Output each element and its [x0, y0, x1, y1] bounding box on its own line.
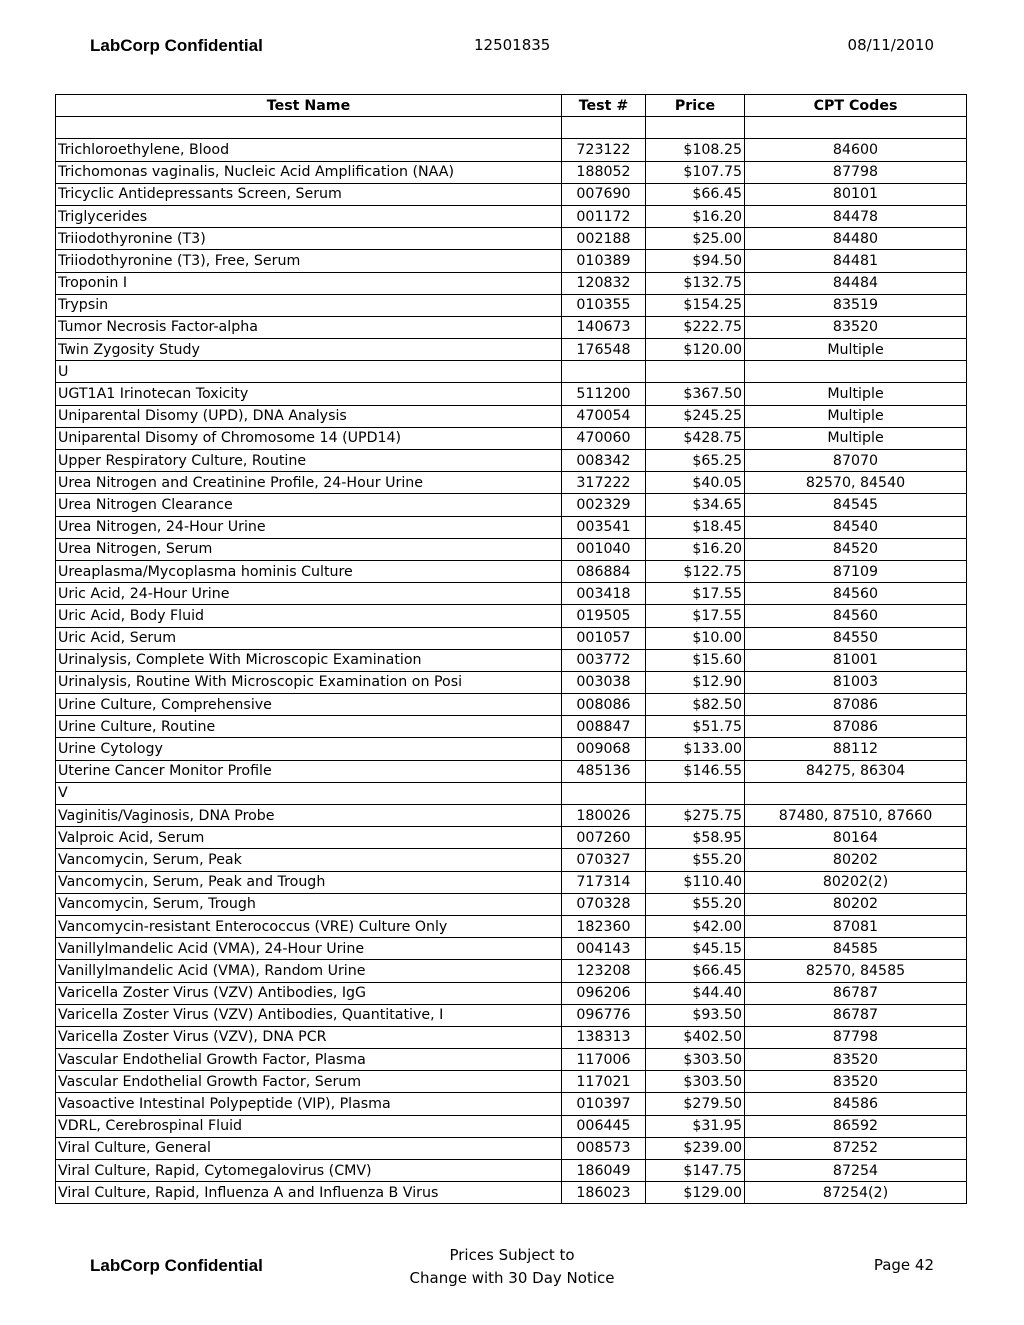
- table-row: [56, 139, 967, 161]
- test-number-cell: 006445: [562, 1115, 646, 1137]
- test-name-cell: Viral Culture, General: [56, 1137, 562, 1159]
- test-number-cell: 007260: [562, 827, 646, 849]
- cpt-codes-cell: 83520: [745, 316, 967, 338]
- table-row: [56, 250, 967, 272]
- test-name-cell: Vancomycin, Serum, Peak: [56, 849, 562, 871]
- price-cell: $55.20: [646, 893, 745, 915]
- footer-notice: [400, 1244, 624, 1290]
- footer-page-number: Page 42: [873, 1256, 934, 1274]
- table-row: [56, 982, 967, 1004]
- test-name-cell: Vanillylmandelic Acid (VMA), 24-Hour Urine: [56, 938, 562, 960]
- price-cell: $44.40: [646, 982, 745, 1004]
- test-name-cell: Uric Acid, 24-Hour Urine: [56, 583, 562, 605]
- cpt-codes-cell: 84478: [745, 205, 967, 227]
- test-name-cell: Urea Nitrogen, Serum: [56, 538, 562, 560]
- test-number-cell: 120832: [562, 272, 646, 294]
- table-row: [56, 1071, 967, 1093]
- price-cell: $222.75: [646, 316, 745, 338]
- test-name-cell: Valproic Acid, Serum: [56, 827, 562, 849]
- test-number-cell: 180026: [562, 805, 646, 827]
- table-row: [56, 649, 967, 671]
- cpt-codes-cell: 84481: [745, 250, 967, 272]
- header-date: 08/11/2010: [847, 36, 934, 54]
- table-row: [56, 627, 967, 649]
- test-name-cell: Vancomycin, Serum, Trough: [56, 893, 562, 915]
- test-name-cell: Ureaplasma/Mycoplasma hominis Culture: [56, 560, 562, 582]
- test-number-cell: 008847: [562, 716, 646, 738]
- price-cell: $82.50: [646, 694, 745, 716]
- price-cell: [646, 361, 745, 383]
- test-name-cell: Upper Respiratory Culture, Routine: [56, 450, 562, 472]
- table-row: [56, 716, 967, 738]
- test-number-cell: 176548: [562, 339, 646, 361]
- table-row: [56, 694, 967, 716]
- cpt-codes-cell: 82570, 84585: [745, 960, 967, 982]
- footer-notice-line-1: Prices Subject to: [449, 1246, 575, 1264]
- table-row: [56, 538, 967, 560]
- price-cell: $402.50: [646, 1026, 745, 1048]
- cpt-codes-cell: 87081: [745, 915, 967, 937]
- price-cell: $65.25: [646, 450, 745, 472]
- price-cell: $66.45: [646, 183, 745, 205]
- test-name-cell: Urinalysis, Routine With Microscopic Examination on Posi: [56, 671, 562, 693]
- price-cell: $16.20: [646, 538, 745, 560]
- test-number-cell: 096776: [562, 1004, 646, 1026]
- test-name-cell: Troponin I: [56, 272, 562, 294]
- table-row: [56, 938, 967, 960]
- test-number-cell: 010397: [562, 1093, 646, 1115]
- test-number-cell: 001172: [562, 205, 646, 227]
- table-row: [56, 915, 967, 937]
- price-cell: $55.20: [646, 849, 745, 871]
- cpt-codes-cell: 83519: [745, 294, 967, 316]
- table-row: [56, 205, 967, 227]
- test-number-cell: 186023: [562, 1182, 646, 1204]
- column-header-test-name: Test Name: [56, 95, 562, 117]
- table-row: [56, 472, 967, 494]
- table-row: [56, 228, 967, 250]
- test-number-cell: 001040: [562, 538, 646, 560]
- table-row: [56, 516, 967, 538]
- cpt-codes-cell: Multiple: [745, 405, 967, 427]
- cpt-codes-cell: Multiple: [745, 427, 967, 449]
- price-cell: $31.95: [646, 1115, 745, 1137]
- price-cell: $66.45: [646, 960, 745, 982]
- cpt-codes-cell: Multiple: [745, 383, 967, 405]
- test-name-cell: U: [56, 361, 562, 383]
- table-row: [56, 361, 967, 383]
- test-name-cell: Uric Acid, Body Fluid: [56, 605, 562, 627]
- price-cell: $93.50: [646, 1004, 745, 1026]
- price-cell: $367.50: [646, 383, 745, 405]
- table-row: [56, 893, 967, 915]
- price-cell: $245.25: [646, 405, 745, 427]
- test-number-cell: 009068: [562, 738, 646, 760]
- column-header-cpt-codes: CPT Codes: [745, 95, 967, 117]
- test-name-cell: Vaginitis/Vaginosis, DNA Probe: [56, 805, 562, 827]
- price-cell: $303.50: [646, 1071, 745, 1093]
- cpt-codes-cell: 87109: [745, 560, 967, 582]
- table-row: [56, 760, 967, 782]
- test-number-cell: 086884: [562, 560, 646, 582]
- price-cell: $25.00: [646, 228, 745, 250]
- cpt-codes-cell: 84586: [745, 1093, 967, 1115]
- cpt-codes-cell: 84275, 86304: [745, 760, 967, 782]
- test-number-cell: 004143: [562, 938, 646, 960]
- cpt-codes-cell: 84560: [745, 583, 967, 605]
- cpt-codes-cell: 87086: [745, 694, 967, 716]
- test-number-cell: 123208: [562, 960, 646, 982]
- test-number-cell: 186049: [562, 1160, 646, 1182]
- table-row: [56, 383, 967, 405]
- table-row: [56, 294, 967, 316]
- test-number-cell: 010389: [562, 250, 646, 272]
- table-row: [56, 183, 967, 205]
- cpt-codes-cell: 84480: [745, 228, 967, 250]
- test-name-cell: Trichomonas vaginalis, Nucleic Acid Amplification (NAA): [56, 161, 562, 183]
- test-number-cell: [562, 361, 646, 383]
- test-name-cell: Tricyclic Antidepressants Screen, Serum: [56, 183, 562, 205]
- table-row: [56, 405, 967, 427]
- test-name-cell: Vancomycin-resistant Enterococcus (VRE) Culture Only: [56, 915, 562, 937]
- cpt-codes-cell: 84484: [745, 272, 967, 294]
- table-row: [56, 871, 967, 893]
- test-number-cell: 485136: [562, 760, 646, 782]
- table-row: [56, 1026, 967, 1048]
- price-cell: $10.00: [646, 627, 745, 649]
- test-name-cell: Urea Nitrogen Clearance: [56, 494, 562, 516]
- test-name-cell: Trypsin: [56, 294, 562, 316]
- price-cell: $129.00: [646, 1182, 745, 1204]
- cpt-codes-cell: 80164: [745, 827, 967, 849]
- test-name-cell: Viral Culture, Rapid, Influenza A and Influenza B Virus: [56, 1182, 562, 1204]
- test-number-cell: [562, 782, 646, 804]
- price-cell: $18.45: [646, 516, 745, 538]
- test-name-cell: Urine Culture, Comprehensive: [56, 694, 562, 716]
- test-number-cell: 008086: [562, 694, 646, 716]
- test-name-cell: Varicella Zoster Virus (VZV), DNA PCR: [56, 1026, 562, 1048]
- test-number-cell: 188052: [562, 161, 646, 183]
- column-header-test-number: Test #: [562, 95, 646, 117]
- table-row: [56, 782, 967, 804]
- table-row: [56, 339, 967, 361]
- test-name-cell: Urea Nitrogen and Creatinine Profile, 24-Hour Urine: [56, 472, 562, 494]
- price-cell: $303.50: [646, 1049, 745, 1071]
- test-name-cell: Vasoactive Intestinal Polypeptide (VIP), Plasma: [56, 1093, 562, 1115]
- cpt-codes-cell: 86787: [745, 1004, 967, 1026]
- test-name-cell: Triiodothyronine (T3), Free, Serum: [56, 250, 562, 272]
- cpt-codes-cell: 84585: [745, 938, 967, 960]
- table-row: [56, 960, 967, 982]
- price-cell: $17.55: [646, 583, 745, 605]
- price-cell: $34.65: [646, 494, 745, 516]
- test-number-cell: 001057: [562, 627, 646, 649]
- cpt-codes-cell: Multiple: [745, 339, 967, 361]
- cpt-codes-cell: 84540: [745, 516, 967, 538]
- test-number-cell: [562, 117, 646, 139]
- price-cell: $428.75: [646, 427, 745, 449]
- price-cell: $154.25: [646, 294, 745, 316]
- cpt-codes-cell: 81001: [745, 649, 967, 671]
- price-cell: $133.00: [646, 738, 745, 760]
- test-name-cell: Urea Nitrogen, 24-Hour Urine: [56, 516, 562, 538]
- price-cell: $120.00: [646, 339, 745, 361]
- test-number-cell: 182360: [562, 915, 646, 937]
- cpt-codes-cell: 87070: [745, 450, 967, 472]
- cpt-codes-cell: 87254(2): [745, 1182, 967, 1204]
- test-number-cell: 002188: [562, 228, 646, 250]
- price-cell: $146.55: [646, 760, 745, 782]
- table-header-row: [56, 95, 967, 117]
- cpt-codes-cell: 87480, 87510, 87660: [745, 805, 967, 827]
- cpt-codes-cell: [745, 361, 967, 383]
- test-name-cell: Triglycerides: [56, 205, 562, 227]
- test-number-cell: 511200: [562, 383, 646, 405]
- test-name-cell: Vanillylmandelic Acid (VMA), Random Urine: [56, 960, 562, 982]
- test-name-cell: Varicella Zoster Virus (VZV) Antibodies, Quantitative, I: [56, 1004, 562, 1026]
- test-name-cell: Uniparental Disomy of Chromosome 14 (UPD14): [56, 427, 562, 449]
- cpt-codes-cell: 86787: [745, 982, 967, 1004]
- test-number-cell: 003418: [562, 583, 646, 605]
- test-number-cell: 117021: [562, 1071, 646, 1093]
- cpt-codes-cell: 84520: [745, 538, 967, 560]
- test-number-cell: 008342: [562, 450, 646, 472]
- test-name-cell: Urine Cytology: [56, 738, 562, 760]
- table-row: [56, 849, 967, 871]
- price-cell: $15.60: [646, 649, 745, 671]
- test-number-cell: 470054: [562, 405, 646, 427]
- price-cell: $58.95: [646, 827, 745, 849]
- test-name-cell: Viral Culture, Rapid, Cytomegalovirus (CMV): [56, 1160, 562, 1182]
- test-name-cell: VDRL, Cerebrospinal Fluid: [56, 1115, 562, 1137]
- header-company: LabCorp Confidential: [90, 36, 263, 55]
- table-row: [56, 605, 967, 627]
- cpt-codes-cell: 84600: [745, 139, 967, 161]
- column-header-price: Price: [646, 95, 745, 117]
- table-row: [56, 427, 967, 449]
- test-name-cell: Uric Acid, Serum: [56, 627, 562, 649]
- test-number-cell: 019505: [562, 605, 646, 627]
- table-row: [56, 1160, 967, 1182]
- price-cell: $51.75: [646, 716, 745, 738]
- header-document-id: 12501835: [474, 36, 551, 54]
- test-name-cell: Uterine Cancer Monitor Profile: [56, 760, 562, 782]
- table-row: [56, 671, 967, 693]
- test-name-cell: Tumor Necrosis Factor-alpha: [56, 316, 562, 338]
- test-number-cell: 010355: [562, 294, 646, 316]
- table-row: [56, 738, 967, 760]
- test-number-cell: 117006: [562, 1049, 646, 1071]
- price-cell: $17.55: [646, 605, 745, 627]
- test-name-cell: Vascular Endothelial Growth Factor, Plasma: [56, 1049, 562, 1071]
- test-number-cell: 317222: [562, 472, 646, 494]
- test-number-cell: 470060: [562, 427, 646, 449]
- table-row: [56, 1093, 967, 1115]
- cpt-codes-cell: 82570, 84540: [745, 472, 967, 494]
- cpt-codes-cell: 87086: [745, 716, 967, 738]
- test-name-cell: Triiodothyronine (T3): [56, 228, 562, 250]
- test-number-cell: 007690: [562, 183, 646, 205]
- table-row: [56, 560, 967, 582]
- test-number-cell: 140673: [562, 316, 646, 338]
- cpt-codes-cell: 87252: [745, 1137, 967, 1159]
- test-name-cell: Urine Culture, Routine: [56, 716, 562, 738]
- price-cell: [646, 782, 745, 804]
- table-row: [56, 1115, 967, 1137]
- test-number-cell: 002329: [562, 494, 646, 516]
- cpt-codes-cell: 87254: [745, 1160, 967, 1182]
- cpt-codes-cell: 81003: [745, 671, 967, 693]
- test-name-cell: UGT1A1 Irinotecan Toxicity: [56, 383, 562, 405]
- table-row: [56, 161, 967, 183]
- price-cell: $132.75: [646, 272, 745, 294]
- cpt-codes-cell: 83520: [745, 1071, 967, 1093]
- test-number-cell: 723122: [562, 139, 646, 161]
- cpt-codes-cell: 88112: [745, 738, 967, 760]
- table-row: [56, 117, 967, 139]
- cpt-codes-cell: 80202(2): [745, 871, 967, 893]
- test-name-cell: Varicella Zoster Virus (VZV) Antibodies, IgG: [56, 982, 562, 1004]
- price-table: [55, 94, 967, 1204]
- table-row: [56, 1049, 967, 1071]
- test-number-cell: 008573: [562, 1137, 646, 1159]
- price-cell: $16.20: [646, 205, 745, 227]
- cpt-codes-cell: 87798: [745, 161, 967, 183]
- test-number-cell: 070327: [562, 849, 646, 871]
- test-number-cell: 096206: [562, 982, 646, 1004]
- test-name-cell: [56, 117, 562, 139]
- table-row: [56, 1004, 967, 1026]
- price-cell: $122.75: [646, 560, 745, 582]
- price-cell: $12.90: [646, 671, 745, 693]
- footer-notice-line-2: Change with 30 Day Notice: [409, 1269, 615, 1287]
- price-cell: $45.15: [646, 938, 745, 960]
- cpt-codes-cell: 84560: [745, 605, 967, 627]
- cpt-codes-cell: 80202: [745, 849, 967, 871]
- table-row: [56, 494, 967, 516]
- footer-company: LabCorp Confidential: [90, 1256, 263, 1275]
- test-number-cell: 003038: [562, 671, 646, 693]
- table-row: [56, 272, 967, 294]
- test-number-cell: 003541: [562, 516, 646, 538]
- test-number-cell: 003772: [562, 649, 646, 671]
- price-cell: $239.00: [646, 1137, 745, 1159]
- test-name-cell: Urinalysis, Complete With Microscopic Examination: [56, 649, 562, 671]
- price-cell: $107.75: [646, 161, 745, 183]
- price-cell: $40.05: [646, 472, 745, 494]
- cpt-codes-cell: 84545: [745, 494, 967, 516]
- table-body: [56, 117, 967, 1204]
- table-row: [56, 1182, 967, 1204]
- test-number-cell: 138313: [562, 1026, 646, 1048]
- price-cell: $108.25: [646, 139, 745, 161]
- cpt-codes-cell: 84550: [745, 627, 967, 649]
- price-cell: $42.00: [646, 915, 745, 937]
- table-row: [56, 1137, 967, 1159]
- price-cell: [646, 117, 745, 139]
- cpt-codes-cell: 86592: [745, 1115, 967, 1137]
- table-row: [56, 316, 967, 338]
- table-row: [56, 450, 967, 472]
- cpt-codes-cell: 80101: [745, 183, 967, 205]
- test-name-cell: Trichloroethylene, Blood: [56, 139, 562, 161]
- cpt-codes-cell: 83520: [745, 1049, 967, 1071]
- price-cell: $110.40: [646, 871, 745, 893]
- test-name-cell: Uniparental Disomy (UPD), DNA Analysis: [56, 405, 562, 427]
- table-row: [56, 583, 967, 605]
- test-name-cell: Twin Zygosity Study: [56, 339, 562, 361]
- test-name-cell: Vascular Endothelial Growth Factor, Serum: [56, 1071, 562, 1093]
- test-name-cell: V: [56, 782, 562, 804]
- price-cell: $279.50: [646, 1093, 745, 1115]
- cpt-codes-cell: [745, 117, 967, 139]
- table-row: [56, 805, 967, 827]
- price-cell: $147.75: [646, 1160, 745, 1182]
- test-number-cell: 717314: [562, 871, 646, 893]
- cpt-codes-cell: 87798: [745, 1026, 967, 1048]
- test-number-cell: 070328: [562, 893, 646, 915]
- test-name-cell: Vancomycin, Serum, Peak and Trough: [56, 871, 562, 893]
- cpt-codes-cell: 80202: [745, 893, 967, 915]
- price-cell: $94.50: [646, 250, 745, 272]
- cpt-codes-cell: [745, 782, 967, 804]
- price-cell: $275.75: [646, 805, 745, 827]
- table-row: [56, 827, 967, 849]
